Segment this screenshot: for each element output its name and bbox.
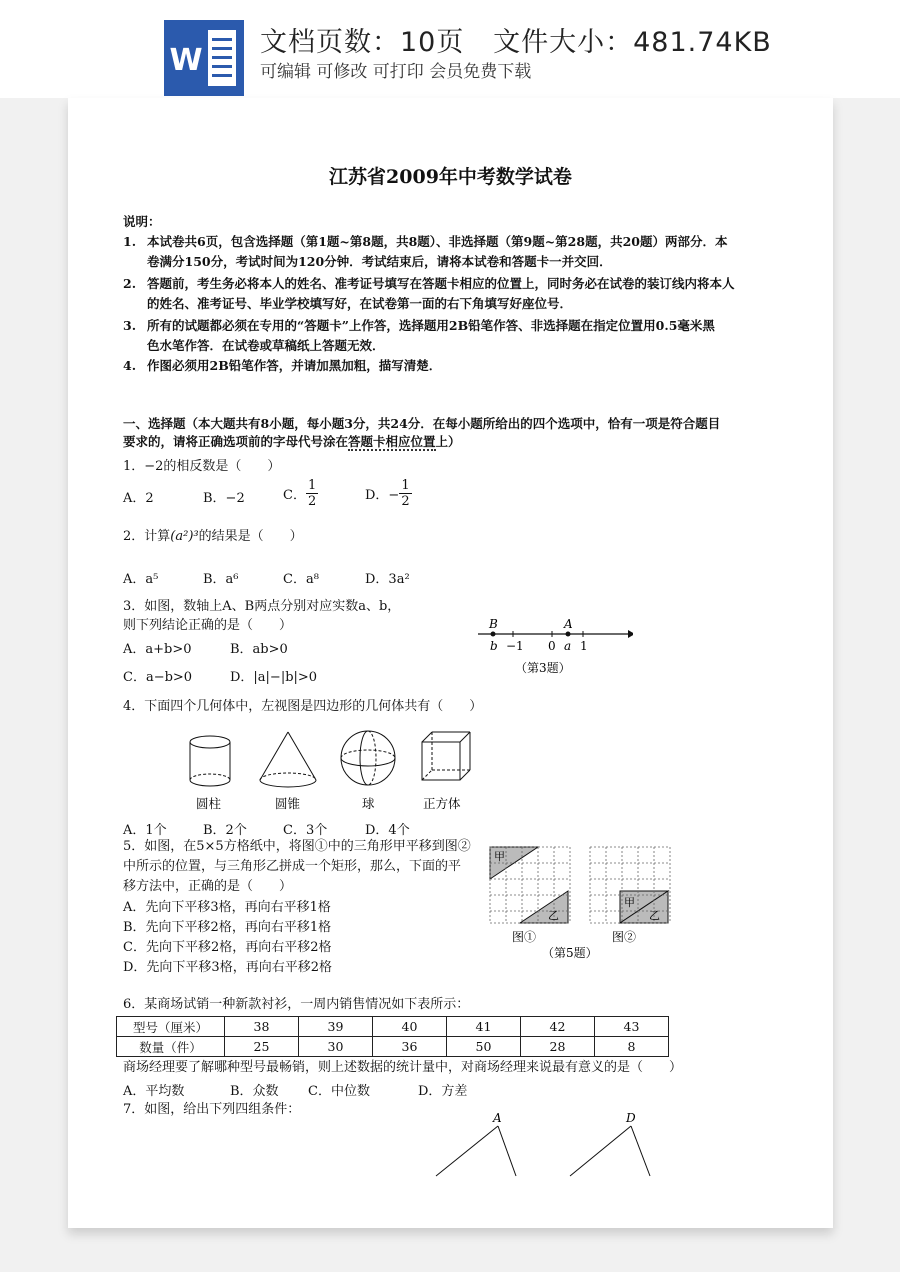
- shape-label-sphere: 球: [362, 796, 375, 811]
- option-letter: C．: [283, 488, 306, 503]
- fig2-label: 图②: [612, 930, 637, 944]
- yi-label: 乙: [548, 909, 559, 922]
- table-cell: 28: [521, 1037, 595, 1057]
- q4-option-b: B．2个: [203, 823, 247, 838]
- table-cell: 8: [595, 1037, 669, 1057]
- arrow-head-icon: [628, 630, 633, 638]
- section-text: 要求的，请将正确选项前的字母代号涂在: [123, 434, 349, 449]
- note-number: 1.: [123, 234, 137, 249]
- fraction: [399, 478, 411, 509]
- note-line: 本试卷共6页，包含选择题（第1题~第8题，共8题）、非选择题（第9题~第28题，共20题）两部分．本: [147, 234, 728, 249]
- triangle-def-side: [570, 1126, 631, 1176]
- label-a: a: [564, 639, 572, 653]
- number-line-figure: [473, 616, 633, 676]
- table-cell: 41: [447, 1017, 521, 1037]
- q2-option-a: A．a⁵: [123, 572, 159, 587]
- q5-line1: 5．如图，在5×5方格纸中，将图①中的三角形甲平移到图②: [123, 839, 471, 854]
- download-banner: [0, 0, 900, 98]
- q6-option-c: C．中位数: [308, 1084, 370, 1099]
- table-cell: 39: [299, 1017, 373, 1037]
- q2-stem-b: 的结果是（ ）: [198, 529, 303, 544]
- document-page: [68, 98, 833, 1228]
- q5-line3: 移方法中，正确的是（ ）: [123, 879, 293, 894]
- q5-option-b: B．先向下平移2格，再向右平移1格: [123, 920, 332, 935]
- triangle-abc-side: [436, 1126, 498, 1176]
- doc-info-subtitle: 可编辑 可修改 可打印 会员免费下载: [260, 62, 532, 82]
- q2-option-b: B．a⁶: [203, 572, 239, 587]
- section-text: 上）: [435, 434, 461, 449]
- table-cell: 30: [299, 1037, 373, 1057]
- option-letter: D．−: [365, 488, 400, 503]
- q5-option-a: A．先向下平移3格，再向右平移1格: [123, 900, 331, 915]
- shape-label-cylinder: 圆柱: [196, 796, 222, 811]
- numerator: 1: [401, 478, 410, 493]
- q4-option-c: C．3个: [283, 823, 328, 838]
- fraction: [306, 478, 318, 509]
- vertex-a-label: A: [493, 1111, 502, 1125]
- table-row: [117, 1017, 669, 1037]
- table-cell: 42: [521, 1017, 595, 1037]
- q7-stem: 7．如图，给出下列四组条件：: [123, 1102, 301, 1117]
- q1-stem: 1．−2的相反数是（ ）: [123, 459, 281, 474]
- q3-line2: 则下列结论正确的是（ ）: [123, 618, 293, 633]
- note-line: 答题前，考生务必将本人的姓名、准考证号填写在答题卡相应的位置上，同时务必在试卷的装订线内将本人: [147, 276, 735, 291]
- sphere-icon: [341, 731, 395, 785]
- table-cell: 50: [447, 1037, 521, 1057]
- note-number: 2.: [123, 276, 137, 291]
- label-minus-one: −1: [506, 639, 524, 653]
- q5-line2: 中所示的位置，与三角形乙拼成一个矩形，那么，下面的平: [123, 859, 462, 874]
- label-one: 1: [580, 639, 588, 653]
- triangle-abc-side: [498, 1126, 516, 1176]
- label-b: b: [490, 639, 498, 653]
- q2-option-d: D．3a²: [365, 572, 410, 587]
- q1-option-d: [365, 478, 412, 509]
- q4-option-d: D．4个: [365, 823, 410, 838]
- cube-icon: [422, 732, 470, 780]
- note-line: 色水笔作答．在试卷或草稿纸上答题无效．: [147, 338, 385, 353]
- q6-stem: 6．某商场试销一种新款衬衫，一周内销售情况如下表所示：: [123, 997, 470, 1012]
- table-cell: 型号（厘米）: [117, 1017, 225, 1037]
- sales-table: [116, 1016, 669, 1057]
- q1-option-b: B．−2: [203, 491, 245, 506]
- q2-option-c: C．a⁸: [283, 572, 319, 587]
- q3-option-b: B．ab>0: [230, 642, 288, 657]
- q6-after: 商场经理要了解哪种型号最畅销，则上述数据的统计量中，对商场经理来说最有意义的是（ ）: [123, 1060, 683, 1075]
- vertex-d-label: D: [626, 1111, 636, 1125]
- q5-option-c: C．先向下平移2格，再向右平移2格: [123, 940, 332, 955]
- note-line: 的姓名、准考证号、毕业学校填写好，在试卷第一面的右下角填写好座位号．: [147, 296, 573, 311]
- note-line: 所有的试题都必须在专用的“答题卡”上作答，选择题用2B铅笔作答、非选择题在指定位置用0.5毫米黑: [147, 318, 715, 333]
- q5-caption: （第5题）: [542, 946, 598, 960]
- section-heading: 一、选择题（本大题共有8小题，每小题3分，共24分．在每小题所给出的四个选项中，恰有一项是符合题目: [123, 416, 721, 431]
- q4-option-a: A．1个: [123, 823, 167, 838]
- section-emphasis: 答题卡相应位置: [348, 434, 436, 449]
- note-number: 3.: [123, 318, 137, 333]
- label-a-point: A: [564, 617, 573, 631]
- note-number: 4.: [123, 358, 137, 373]
- table-cell: 数量（件）: [117, 1037, 225, 1057]
- denominator: 2: [401, 494, 410, 509]
- grid-figure-1: [490, 847, 570, 923]
- exam-title: 江苏省2009年中考数学试卷: [329, 166, 572, 188]
- q1-option-c: [283, 478, 318, 509]
- q3-caption: （第3题）: [515, 661, 571, 675]
- notes-label: 说明：: [123, 214, 161, 229]
- q6-option-a: A．平均数: [123, 1084, 185, 1099]
- jia-label: 甲: [494, 850, 505, 863]
- label-zero: 0: [548, 639, 556, 653]
- cylinder-icon: [190, 736, 230, 786]
- solids-figure: [178, 728, 488, 818]
- q5-option-d: D．先向下平移3格，再向右平移2格: [123, 960, 332, 975]
- point-b: [491, 632, 496, 637]
- jia-label: 甲: [624, 896, 635, 909]
- q6-option-d: D．方差: [418, 1084, 468, 1099]
- note-line: 卷满分150分，考试时间为120分钟．考试结束后，请将本试卷和答题卡一并交回．: [147, 254, 612, 269]
- label-b-point: B: [489, 617, 498, 631]
- triangle-def-side: [631, 1126, 650, 1176]
- q3-line1: 3．如图，数轴上A、B两点分别对应实数a、b，: [123, 599, 401, 614]
- q4-stem: 4．下面四个几何体中，左视图是四边形的几何体共有（ ）: [123, 699, 483, 714]
- q2-stem: [123, 528, 303, 546]
- cone-icon: [260, 732, 316, 787]
- note-line: 作图必须用2B铅笔作答，并请加黑加粗，描写清楚．: [147, 358, 442, 373]
- shape-label-cube: 正方体: [423, 796, 461, 811]
- triangle-yi: [520, 891, 568, 923]
- table-cell: 38: [225, 1017, 299, 1037]
- fig1-label: 图①: [512, 930, 537, 944]
- q3-option-a: A．a+b>0: [123, 642, 192, 657]
- q6-option-b: B．众数: [230, 1084, 279, 1099]
- denominator: 2: [307, 494, 317, 509]
- numerator: 1: [307, 478, 317, 493]
- q2-stem-a: 2．计算: [123, 529, 171, 544]
- table-row: [117, 1037, 669, 1057]
- q2-expression: (a²)³: [170, 529, 199, 544]
- q3-option-d: D．|a|−|b|>0: [230, 670, 318, 685]
- svg-text:W: W: [169, 43, 203, 78]
- table-cell: 43: [595, 1017, 669, 1037]
- q7-triangles-figure: [428, 1110, 668, 1180]
- point-a: [566, 632, 571, 637]
- table-cell: 25: [225, 1037, 299, 1057]
- section-heading-cont: [123, 432, 461, 452]
- grid-figure-2: [590, 847, 670, 923]
- shape-label-cone: 圆锥: [275, 796, 301, 811]
- q3-option-c: C．a−b>0: [123, 670, 193, 685]
- table-cell: 40: [373, 1017, 447, 1037]
- table-cell: 36: [373, 1037, 447, 1057]
- doc-info-title: 文档页数：10页 文件大小：481.74KB: [260, 27, 772, 58]
- q1-option-a: A．2: [123, 491, 154, 506]
- yi-label: 乙: [649, 909, 660, 922]
- grid-translation-figure: [486, 843, 676, 963]
- word-document-icon: [164, 20, 244, 96]
